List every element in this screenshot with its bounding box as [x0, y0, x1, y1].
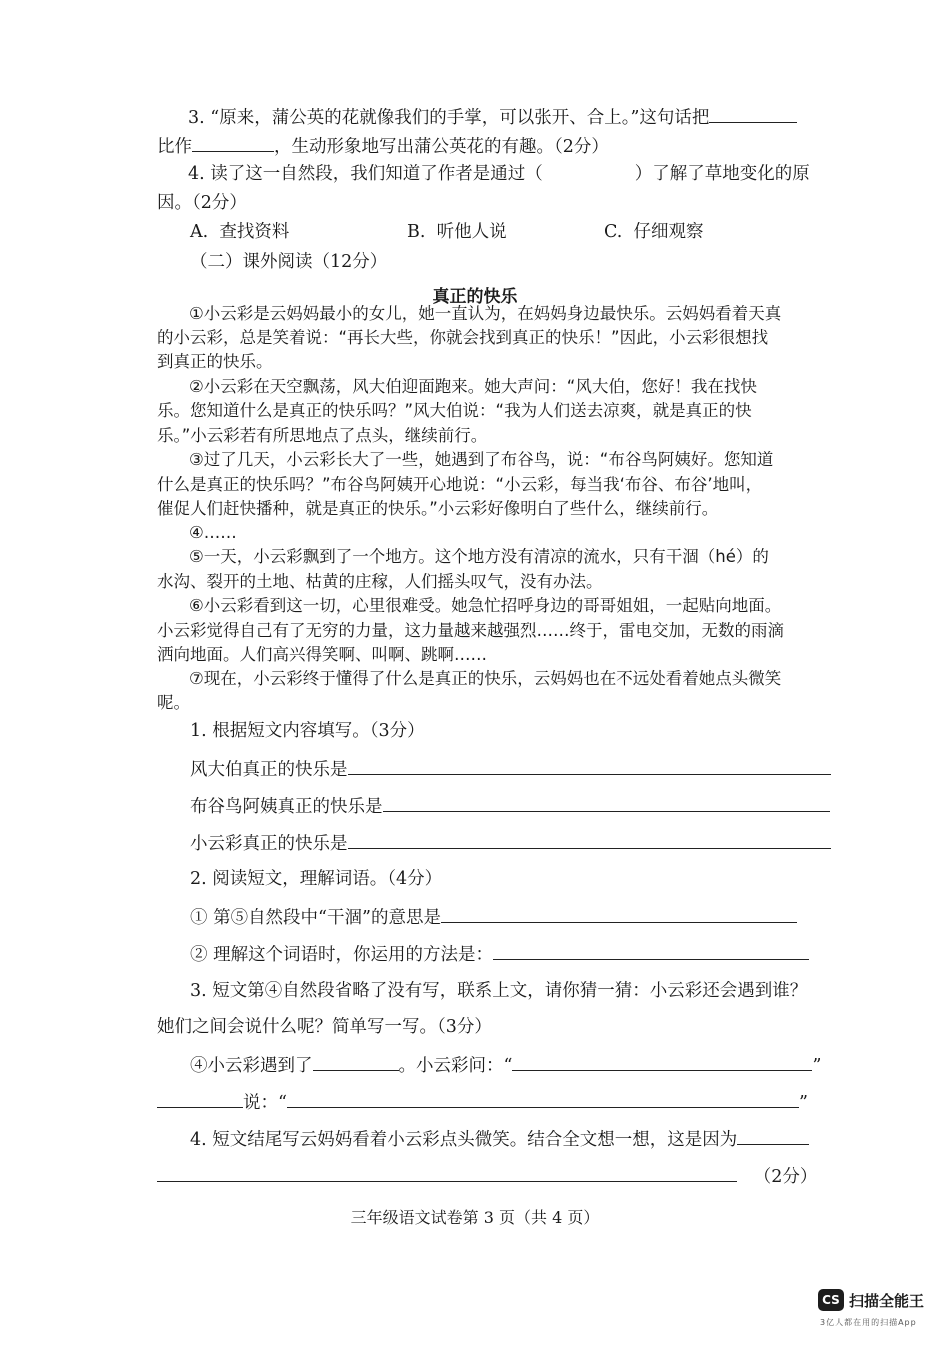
fill-2-blank[interactable] — [383, 793, 830, 812]
e3-met-label: ④小云彩遇到了 — [190, 1056, 313, 1076]
exercise-1-fill-1 — [190, 756, 831, 782]
passage-line: 小云彩觉得自己有了无穷的力量，这力量越来越强烈……终于，雷电交加，无数的雨滴 — [157, 621, 784, 640]
option-c-letter: C. — [604, 222, 623, 242]
scanner-watermark — [818, 1287, 938, 1337]
exercise-3-line-2: 她们之间会说什么呢？简单写一写。（3分） — [157, 1017, 492, 1037]
option-a-letter: A. — [190, 222, 209, 242]
exercise-4-line-1 — [190, 1126, 809, 1152]
exercise-1-fill-3 — [190, 830, 831, 856]
e2-item-2-label: ② 理解这个词语时，你运用的方法是： — [190, 945, 494, 965]
option-a-text: 查找资料 — [219, 222, 290, 242]
passage-line: 水沟、裂开的土地、枯黄的庄稼，人们摇头叹气，没有办法。 — [157, 572, 603, 591]
question-3-line1 — [188, 104, 797, 130]
section-2-heading: （二）课外阅读（12分） — [190, 252, 388, 272]
passage-line: ⑥小云彩看到这一切，心里很难受。她急忙招呼身边的哥哥姐姐，一起贴向地面。 — [189, 596, 782, 615]
passage-line: ⑦现在，小云彩终于懂得了什么是真正的快乐，云妈妈也在不远处看着她点头微笑 — [189, 669, 782, 688]
fill-3-label: 小云彩真正的快乐是 — [190, 834, 348, 854]
exercise-1-title: 1. 根据短文内容填写。（3分） — [190, 721, 425, 741]
exercise-4-line-2 — [157, 1163, 817, 1189]
passage-line: 乐。”小云彩若有所思地点了点头，继续前行。 — [157, 426, 488, 445]
passage-line: 洒向地面。人们高兴得笑啊、叫啊、跳啊…… — [157, 645, 487, 664]
question-3-line2 — [157, 133, 609, 159]
page-footer: 三年级语文试卷第 3 页（共 4 页） — [350, 1208, 600, 1227]
passage-line: 催促人们赶快播种，就是真正的快乐。”小云彩好像明白了些什么，继续前行。 — [157, 499, 719, 518]
q3-blank-2[interactable] — [192, 133, 274, 152]
passage-line: 的小云彩，总是笑着说：“再长大些，你就会找到真正的快乐！”因此，小云彩很想找 — [157, 328, 769, 347]
e3-say-blank[interactable] — [287, 1089, 799, 1108]
passage-line: 什么是真正的快乐吗？”布谷鸟阿姨开心地说：“小云彩，每当我‘布谷、布谷’地叫， — [157, 475, 763, 494]
watermark-slogan: 3亿人都在用的扫描App — [820, 1318, 917, 1327]
option-a[interactable] — [190, 220, 289, 244]
exercise-2-item-1 — [190, 904, 797, 930]
e4-score: （2分） — [753, 1167, 818, 1187]
exercise-3-fill-line-2 — [157, 1089, 808, 1115]
q3-blank-1[interactable] — [709, 104, 797, 123]
e3-ask-blank[interactable] — [512, 1052, 812, 1071]
option-b-text: 听他人说 — [436, 222, 507, 242]
exercise-1-fill-2 — [190, 793, 830, 819]
option-b-letter: B. — [407, 222, 426, 242]
fill-2-label: 布谷鸟阿姨真正的快乐是 — [190, 797, 383, 817]
option-c[interactable] — [604, 220, 703, 244]
passage-line: 到真正的快乐。 — [157, 352, 273, 371]
fill-1-blank[interactable] — [348, 756, 831, 775]
exercise-2-item-2 — [190, 941, 809, 967]
e3-close-quote-1: ” — [812, 1056, 822, 1076]
e3-speaker-blank[interactable] — [157, 1089, 243, 1108]
passage-line: ②小云彩在天空飘荡，风大伯迎面跑来。她大声问：“风大伯，您好！我在找快 — [189, 377, 757, 396]
fill-3-blank[interactable] — [348, 830, 831, 849]
question-3-text: 3. “原来，蒲公英的花就像我们的手掌，可以张开、合上。”这句话把 — [188, 108, 710, 128]
passage-title: 真正的快乐 — [432, 287, 518, 307]
exercise-2-title: 2. 阅读短文，理解词语。（4分） — [190, 869, 443, 889]
q4-text-a: 4. 读了这一自然段，我们知道了作者是通过（ — [188, 164, 543, 184]
e2-item-1-blank[interactable] — [441, 904, 797, 923]
exercise-3-fill-line-1 — [190, 1052, 821, 1078]
fill-1-label: 风大伯真正的快乐是 — [190, 760, 348, 780]
e3-ask-label: 。小云彩问：“ — [398, 1056, 513, 1076]
passage-line: 乐。您知道什么是真正的快乐吗？”风大伯说：“我为人们送去凉爽，就是真正的快 — [157, 401, 752, 420]
e4-blank-1[interactable] — [737, 1126, 809, 1145]
exercise-3-line-1: 3. 短文第④自然段省略了没有写，联系上文，请你猜一猜：小云彩还会遇到谁？ — [190, 981, 808, 1001]
passage-line: 呢。 — [157, 693, 190, 712]
e4-blank-2[interactable] — [157, 1163, 737, 1182]
q4-text-b: ）了解了草地变化的原 — [634, 164, 810, 184]
e4-text: 4. 短文结尾写云妈妈看着小云彩点头微笑。结合全文想一想，这是因为 — [190, 1130, 738, 1150]
question-4-line1 — [188, 162, 810, 186]
option-c-text: 仔细观察 — [633, 222, 704, 242]
camscanner-logo-icon: CS — [818, 1289, 844, 1311]
q3-compare-label: 比作 — [157, 137, 192, 157]
passage-line: ①小云彩是云妈妈最小的女儿，她一直认为，在妈妈身边最快乐。云妈妈看着天真 — [189, 304, 782, 323]
watermark-name: 扫描全能王 — [849, 1292, 925, 1310]
passage-line: ④…… — [189, 523, 237, 542]
e3-met-blank[interactable] — [313, 1052, 399, 1071]
q3-tail: ，生动形象地写出蒲公英花的有趣。（2分） — [274, 137, 609, 157]
passage-line: ⑤一天，小云彩飘到了一个地方。这个地方没有清凉的流水，只有干涸（hé）的 — [189, 547, 769, 566]
option-b[interactable] — [407, 220, 507, 244]
e2-item-2-blank[interactable] — [493, 941, 809, 960]
question-4-line2: 因。（2分） — [157, 193, 247, 213]
e3-close-quote-2: ” — [798, 1093, 808, 1113]
e3-say-label: 说：“ — [243, 1093, 287, 1113]
e2-item-1-label: ① 第⑤自然段中“干涸”的意思是 — [190, 908, 441, 928]
passage-line: ③过了几天，小云彩长大了一些，她遇到了布谷鸟，说：“布谷鸟阿姨好。您知道 — [189, 450, 774, 469]
